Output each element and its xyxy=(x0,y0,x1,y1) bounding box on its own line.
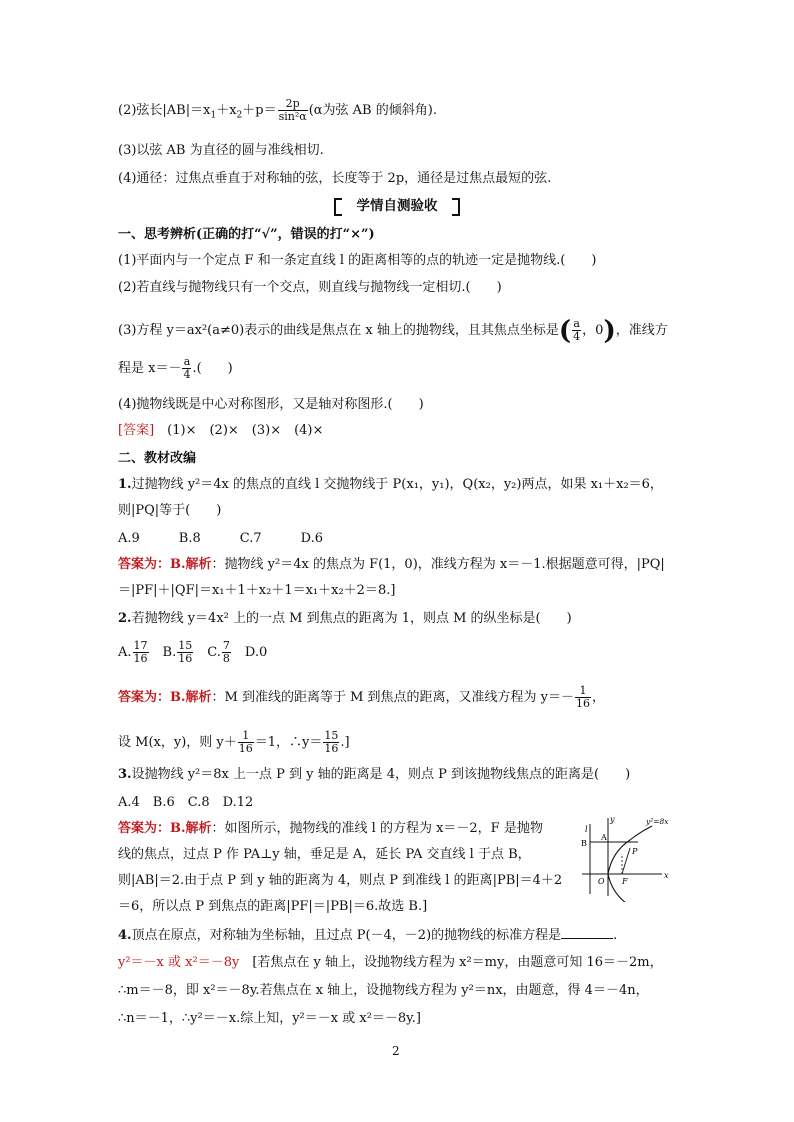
exercise-1-cont: 则|PQ|等于( ) xyxy=(118,503,222,518)
exercise-1-options: A.9 B.8 C.7 D.6 xyxy=(118,531,323,546)
fraction: $\frac{2p}{\text{sin²α}}$ xyxy=(278,97,307,123)
parabola-figure xyxy=(578,812,678,902)
exercise-2-answer: 答案为：B.解析：M 到准线的距离等于 M 到焦点的距离，又准线方程为 y＝－ $\frac{1}{16}$ ， xyxy=(118,684,606,710)
exercise-3-answer-3: 则|AB|＝2.由于点 P 到 y 轴的距离为 4，则点 P 到准线 l 的距离|PB|＝4＋2 xyxy=(118,873,563,888)
label-l: l xyxy=(585,825,588,834)
page-number: 2 xyxy=(392,1044,400,1058)
part1-heading: 一、思考辨析(正确的打“√”，错误的打“×”) xyxy=(118,227,375,242)
label-o: O xyxy=(598,877,605,886)
property-circle-tangent: (3)以弦 AB 为直径的圆与准线相切. xyxy=(118,143,324,158)
parabola-curve xyxy=(608,826,652,874)
exercise-2: 2.若抛物线 y＝4x² 上的一点 M 到焦点的距离为 1，则点 M 的纵坐标是( ) xyxy=(118,611,572,626)
label-a: A xyxy=(601,833,607,842)
judge-q3: (3)方程 y＝ax²(a≠0)表示的曲线是焦点在 x 轴上的抛物线，且其焦点坐标是( $\frac{a}{4}$ ，0)，准线方 xyxy=(118,315,668,346)
bracket-right-icon xyxy=(452,198,460,216)
property-latus-rectum: (4)通径：过焦点垂直于对称轴的弦，长度等于 2p，通径是过焦点最短的弦. xyxy=(118,171,552,186)
exercise-2-answer-cont: 设 M(x，y)，则 y＋ $\frac{1}{16}$ ＝1，∴y＝ $\frac{15}{16}$ .] xyxy=(118,729,350,755)
judge-q1: (1)平面内与一个定点 F 和一条定直线 l 的距离相等的点的轨迹一定是抛物线.( ) xyxy=(118,253,597,268)
label-y: y xyxy=(610,815,615,824)
label-f: F xyxy=(622,877,628,886)
exercise-4-answer: y²＝－x 或 x²＝－8y [若焦点在 y 轴上，设抛物线方程为 x²＝my，由题意可知 16＝－2m， xyxy=(118,955,663,970)
exercise-2-options: A. $\frac{17}{16}$ B. $\frac{15}{16}$ C. $\frac{7}{8}$ D.0 xyxy=(118,639,268,665)
judge-q4: (4)抛物线既是中心对称图形，又是轴对称图形.( ) xyxy=(118,397,424,412)
part2-heading: 二、教材改编 xyxy=(118,451,197,466)
exercise-3-answer-4: ＝6，所以点 P 到焦点的距离|PF|＝|PB|＝6.故选 B.] xyxy=(118,899,428,914)
segment-pf xyxy=(622,848,630,874)
judge-q3-cont: 程是 x＝－ $\frac{a}{4}$ .( ) xyxy=(118,355,233,381)
exercise-3-answer-2: 线的焦点，过点 P 作 PA⊥y 轴，垂足是 A，延长 PA 交直线 l 于点 B， xyxy=(118,847,531,862)
exercise-3-answer: 答案为：B.解析：如图所示，抛物线的准线 l 的方程为 x＝－2，F 是抛物 xyxy=(118,821,543,836)
exercise-1: 1.过抛物线 y²＝4x 的焦点的直线 l 交抛物线于 P(x₁，y₁)，Q(x₂，y₂)两点，如果 x₁＋x₂＝6， xyxy=(118,477,663,492)
bracket-left-icon xyxy=(334,198,342,216)
judge-answer: [答案] (1)× (2)× (3)× (4)× xyxy=(118,423,324,438)
label-x: x xyxy=(664,871,669,880)
property-chord-length: (2)弦长$|AB|=x_1+x_2+p=$ $\frac{2p}{\text{sin²α}}$ (α为弦 AB 的倾斜角). xyxy=(118,97,437,123)
curve-label: y²=8x xyxy=(646,817,669,826)
exercise-3-options: A.4 B.6 C.8 D.12 xyxy=(118,795,254,810)
label-b: B xyxy=(581,839,587,848)
label-p: P xyxy=(632,847,638,856)
judge-q2: (2)若直线与抛物线只有一个交点，则直线与抛物线一定相切.( ) xyxy=(118,280,502,295)
exercise-4-answer-3: ∴n＝－1，∴y²＝－x.综上知，y²＝－x 或 x²＝－8y.] xyxy=(118,1011,421,1026)
exercise-1-answer-cont: ＝|PF|＋|QF|＝x₁＋1＋x₂＋1＝x₁＋x₂＋2＝8.] xyxy=(118,583,396,598)
exercise-4: 4.顶点在原点，对称轴为坐标轴，且过点 P(－4，－2)的抛物线的标准方程是 . xyxy=(118,928,618,943)
exercise-3: 3.设抛物线 y²＝8x 上一点 P 到 y 轴的距离是 4，则点 P 到该抛物线焦点的距离是( ) xyxy=(118,767,631,782)
exercise-4-answer-2: ∴m＝－8，即 x²＝－8y.若焦点在 x 轴上，设抛物线方程为 y²＝nx，由题意，得 4＝－4n， xyxy=(118,983,649,998)
section-title: 学情自测验收 xyxy=(334,196,460,216)
exercise-1-answer: 答案为：B.解析：抛物线 y²＝4x 的焦点为 F(1，0)，准线方程为 x＝－1.根据题意可得，|PQ| xyxy=(118,557,665,572)
answer-blank xyxy=(561,926,613,939)
